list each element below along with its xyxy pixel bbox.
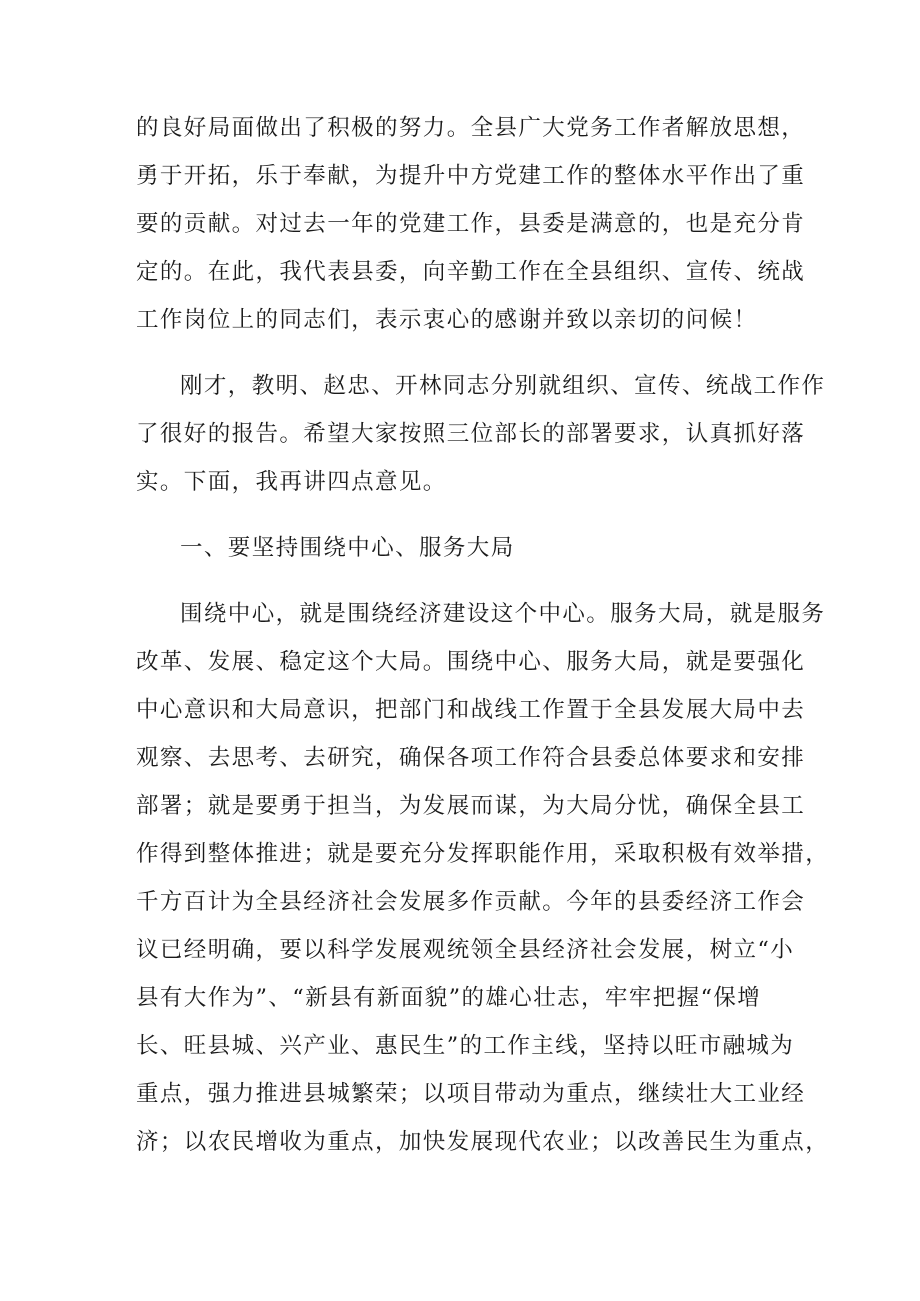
text-line: 长、旺县城、兴产业、惠民生”的工作主线，坚持以旺市融城为	[136, 1033, 795, 1059]
paragraph-reports	[136, 362, 826, 506]
text-line: 实。下面，我再讲四点意见。	[136, 469, 447, 495]
text-line: 了很好的报告。希望大家按照三位部长的部署要求，认真抓好落	[136, 421, 806, 447]
text-line: 工作岗位上的同志们，表示衷心的感谢并致以亲切的问候！	[136, 307, 758, 333]
document-body	[136, 104, 830, 1184]
text-line: 议已经明确，要以科学发展观统领全县经济社会发展，树立“小	[136, 937, 795, 963]
text-line: 勇于开拓，乐于奉献，为提升中方党建工作的整体水平作出了重	[136, 163, 806, 189]
text-line: 观察、去思考、去研究，确保各项工作符合县委总体要求和安排	[136, 745, 806, 771]
text-line: 部署；就是要勇于担当，为发展而谋，为大局分忧，确保全县工	[136, 793, 806, 819]
text-line: 要的贡献。对过去一年的党建工作，县委是满意的，也是充分肯	[136, 211, 806, 237]
text-line: 作得到整体推进；就是要充分发挥职能作用，采取积极有效举措，	[136, 841, 830, 867]
paragraph-center-overall	[136, 590, 830, 1166]
text-line: 千方百计为全县经济社会发展多作贡献。今年的县委经济工作会	[136, 889, 806, 915]
text-line: 改革、发展、稳定这个大局。围绕中心、服务大局，就是要强化	[136, 649, 806, 675]
text-line: 定的。在此，我代表县委，向辛勤工作在全县组织、宣传、统战	[136, 259, 806, 285]
text-line: 刚才，教明、赵忠、开林同志分别就组织、宣传、统战工作作	[180, 373, 826, 399]
text-line: 的良好局面做出了积极的努力。全县广大党务工作者解放思想，	[136, 115, 806, 141]
text-line: 围绕中心，就是围绕经济建设这个中心。服务大局，就是服务	[180, 601, 826, 627]
text-line: 中心意识和大局意识，把部门和战线工作置于全县发展大局中去	[136, 697, 806, 723]
text-line: 济；以农民增收为重点，加快发展现代农业；以改善民生为重点，	[136, 1129, 830, 1155]
text-line: 重点，强力推进县城繁荣；以项目带动为重点，继续壮大工业经	[136, 1081, 806, 1107]
section-heading: 一、要坚持围绕中心、服务大局	[180, 535, 515, 561]
text-line: 县有大作为”、“新县有新面貌”的雄心壮志，牢牢把握“保增	[136, 985, 762, 1011]
paragraph-continuation	[136, 104, 806, 344]
